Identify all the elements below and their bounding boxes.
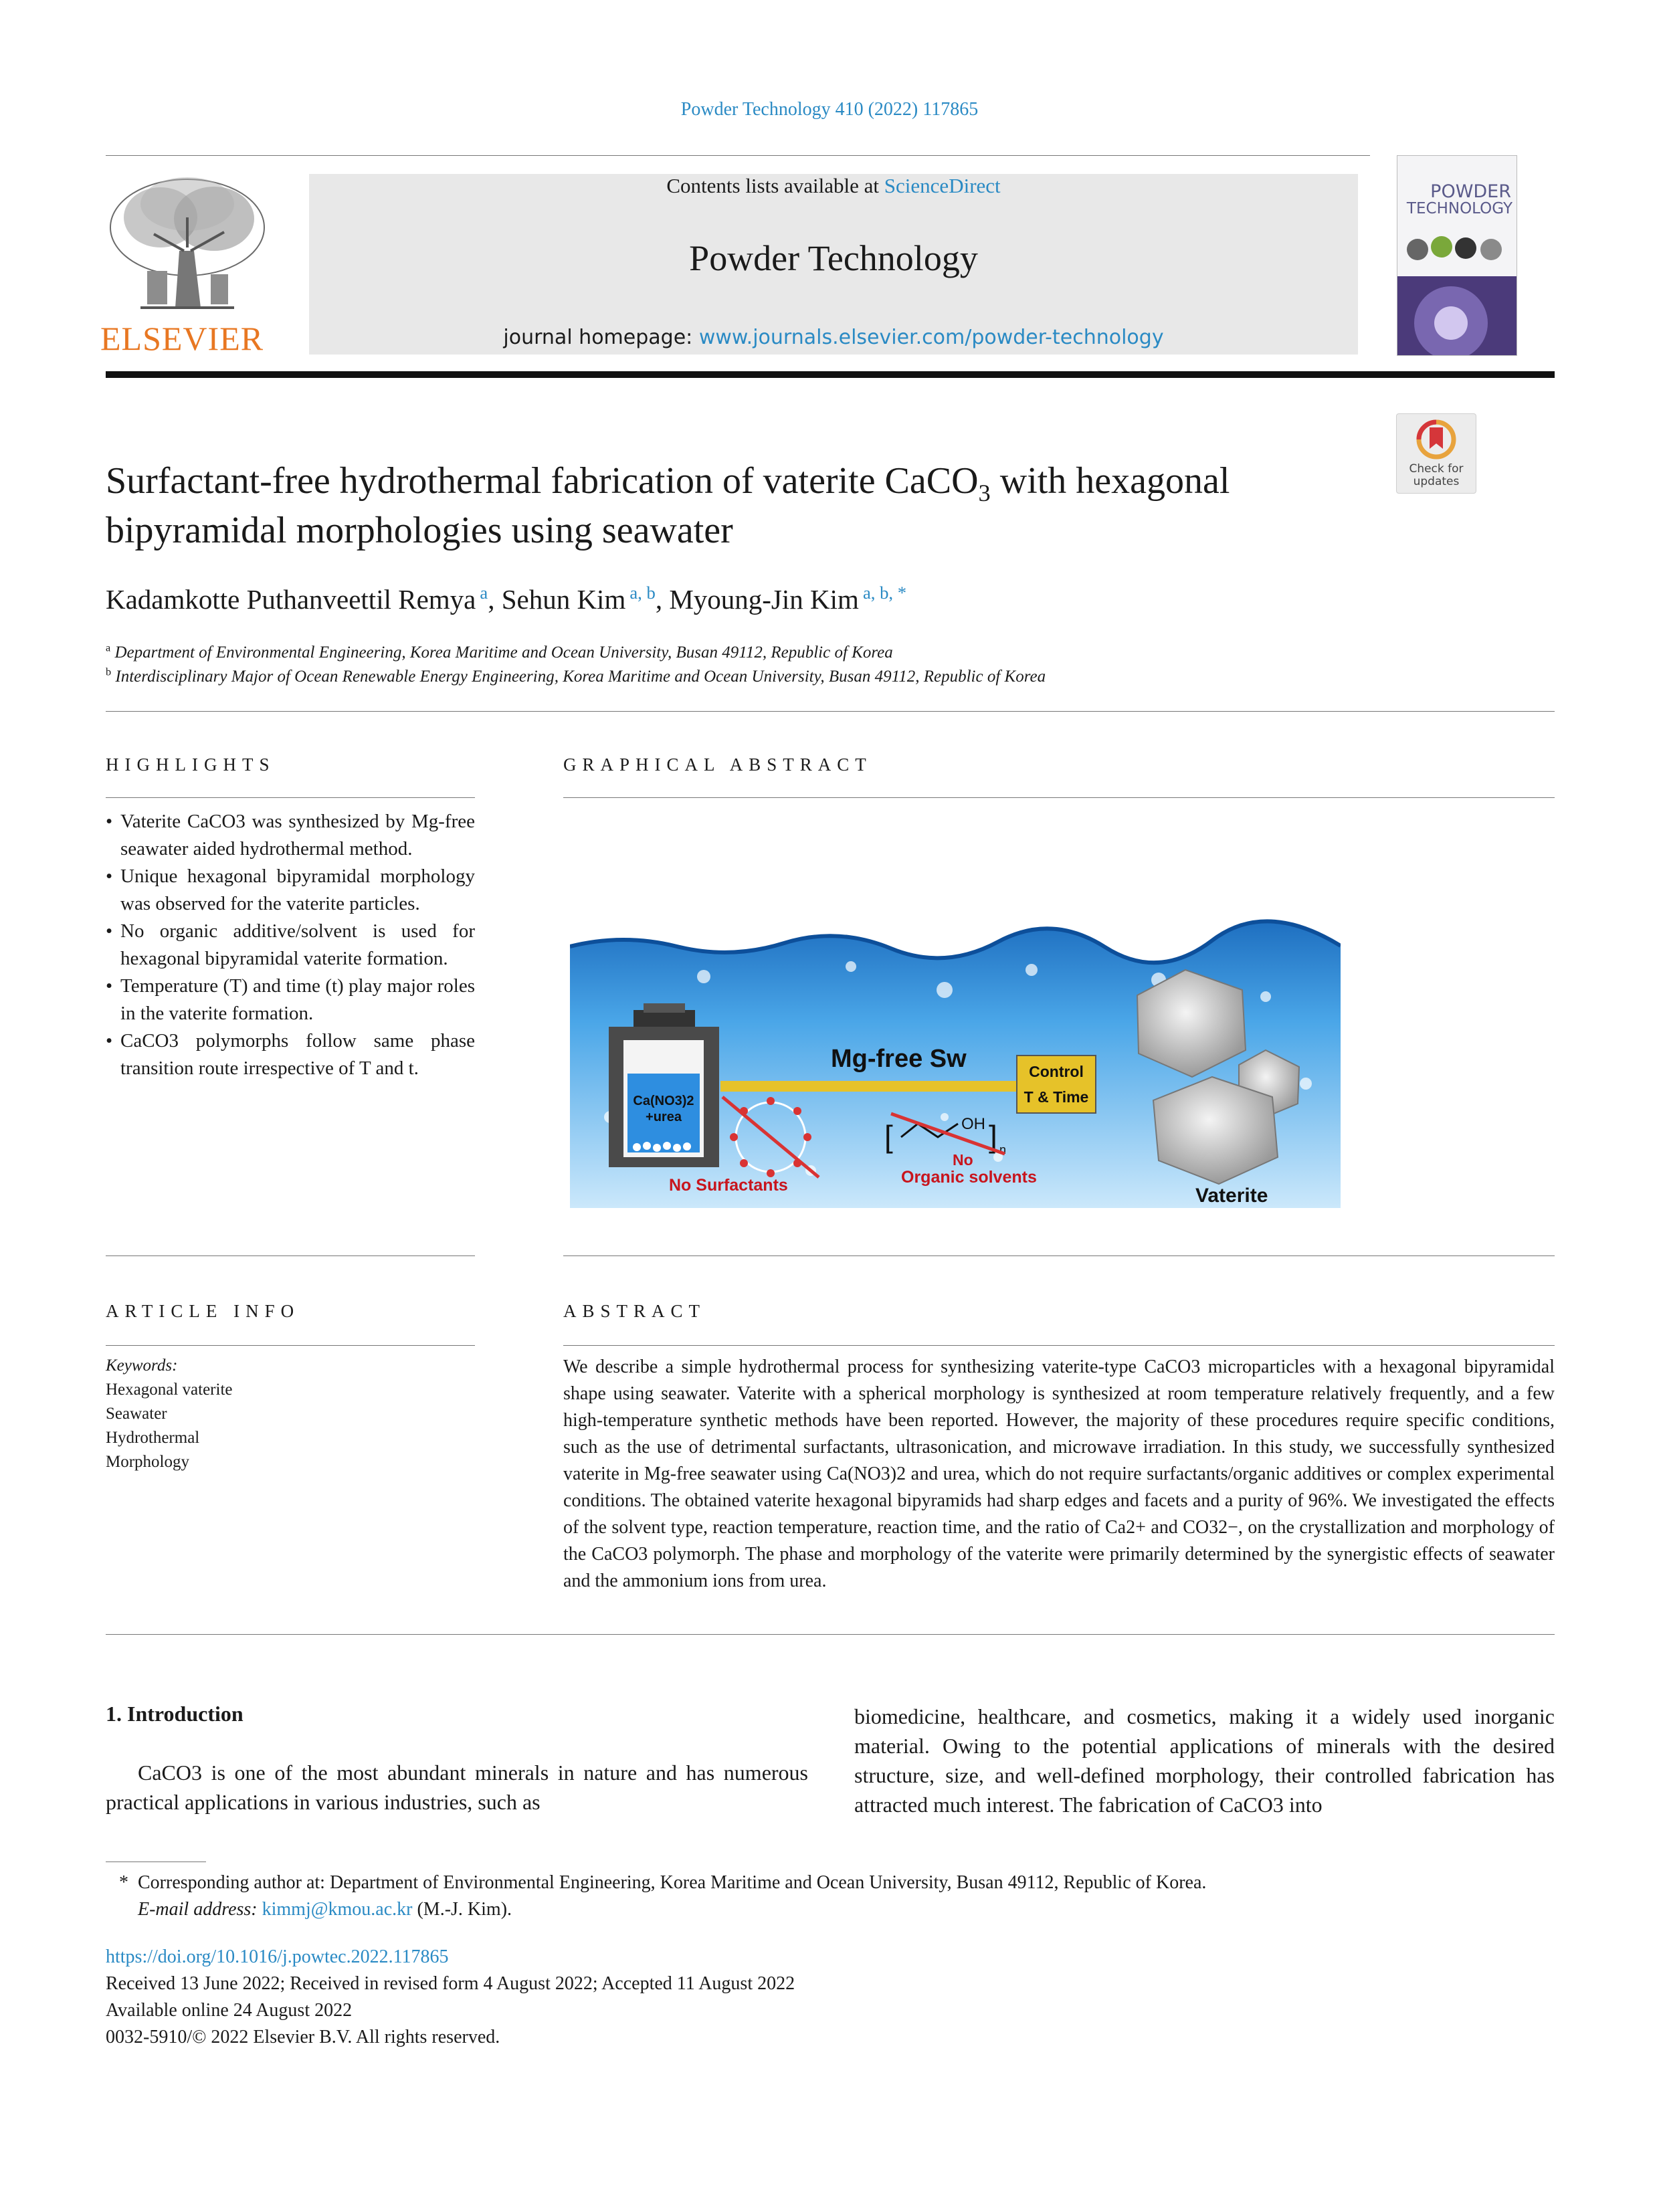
- sciencedirect-link[interactable]: ScienceDirect: [884, 174, 1001, 197]
- homepage-prefix: journal homepage:: [503, 326, 699, 349]
- title-line-2: bipyramidal morphologies using seawater: [106, 510, 733, 551]
- highlights-list: [106, 808, 475, 1082]
- graphical-abstract-heading: GRAPHICAL ABSTRACT: [563, 755, 872, 775]
- copyright-line: 0032-5910/© 2022 Elsevier B.V. All rights reserved.: [106, 2027, 500, 2047]
- graphical-abstract-image: [570, 916, 1341, 1208]
- article-info-rule: [106, 1345, 475, 1346]
- author-name: Sehun Kim: [501, 584, 626, 615]
- title-part-1: Surfactant-free hydrothermal fabrication of vaterite CaCO: [106, 460, 979, 502]
- title-subscript: 3: [978, 480, 991, 507]
- article-info-heading: ARTICLE INFO: [106, 1301, 300, 1321]
- keyword-item: Hydrothermal: [106, 1429, 200, 1447]
- keyword-item: Seawater: [106, 1405, 167, 1423]
- author-name: Kadamkotte Puthanveettil Remya: [106, 584, 476, 615]
- section-rule: [106, 711, 1555, 712]
- doi-link[interactable]: https://doi.org/10.1016/j.powtec.2022.117865: [106, 1946, 449, 1967]
- corresponding-text: Corresponding author at: Department of Environmental Engineering, Korea Maritime and Ocean University, Busan 49112, Republic of Korea.: [138, 1872, 1207, 1893]
- no-surfactants-label: No Surfactants: [669, 1176, 788, 1195]
- email-suffix: (M.-J. Kim).: [412, 1899, 512, 1920]
- vessel-label-2: +urea: [646, 1110, 682, 1124]
- introduction-heading: 1. Introduction: [106, 1702, 243, 1726]
- received-dates: Received 13 June 2022; Received in revised form 4 August 2022; Accepted 11 August 2022: [106, 1973, 795, 1994]
- graphical-abstract-rule: [563, 797, 1555, 798]
- keyword-item: Morphology: [106, 1453, 189, 1471]
- highlights-heading: HIGHLIGHTS: [106, 755, 276, 775]
- svg-text:]: ]: [989, 1119, 997, 1154]
- author-affiliation-mark[interactable]: a: [480, 583, 488, 603]
- author-affiliation-mark[interactable]: a, b, *: [862, 583, 907, 603]
- cover-title-2: TECHNOLOGY: [1406, 200, 1512, 217]
- mg-free-label: Mg-free Sw: [831, 1045, 967, 1073]
- contents-line: [309, 174, 1358, 198]
- elsevier-wordmark: ELSEVIER: [100, 320, 264, 357]
- article-title: [106, 456, 1363, 555]
- section-rule: [563, 1255, 1555, 1256]
- title-part-2: with hexagonal: [990, 460, 1230, 502]
- control-label-2: T & Time: [1023, 1088, 1089, 1106]
- affiliation-mark: a: [106, 641, 111, 654]
- vaterite-label: Vaterite: [1195, 1185, 1268, 1207]
- highlights-rule: [106, 797, 475, 798]
- asterisk-mark: *: [119, 1872, 128, 1893]
- keywords-label: Keywords:: [106, 1356, 178, 1375]
- email-link[interactable]: kimmj@kmou.ac.kr: [262, 1899, 413, 1920]
- corresponding-author-note: [119, 1870, 1206, 1896]
- keyword-item: Hexagonal vaterite: [106, 1381, 233, 1399]
- check-updates-label-2: updates: [1413, 475, 1460, 488]
- no-label: No: [953, 1151, 973, 1169]
- email-label: E-mail address:: [138, 1899, 258, 1920]
- svg-text:[: [: [884, 1119, 893, 1154]
- highlight-item: • CaCO3 polymorphs follow same phase transition route irrespective of T and t.: [106, 1027, 475, 1082]
- check-updates-icon: [1413, 418, 1460, 460]
- header-thick-rule: [106, 371, 1555, 378]
- available-online: Available online 24 August 2022: [106, 2000, 353, 2021]
- homepage-line: [309, 326, 1358, 349]
- abstract-text: We describe a simple hydrothermal process for synthesizing vaterite-type CaCO3 microparticles with a hexagonal bipyramidal shape using seawater. Vaterite with a spherical morphology is synthesized at room temperature relatively frequently, and a few high-temperature synthetic methods have been reported. However, the majority of these procedures require specific conditions, such as the use of detrimental surfactants, ultrasonication, and microwave irradiation. In this study, we successfully synthesized vaterite in Mg-free seawater using Ca(NO3)2 and urea, which do not require surfactants/organic additives or complex experimental conditions. The obtained vaterite hexagonal bipyramids had sharp edges and facets and a purity of 96%. We investigated the effects of the solvent type, reaction temperature, reaction time, and the ratio of Ca2+ and CO32−, on the crystallization and morphology of the CaCO3 polymorph. The phase and morphology of the vaterite were primarily determined by the synergistic effects of seawater and the ammonium ions from urea.: [563, 1356, 1555, 1591]
- journal-name: Powder Technology: [689, 238, 978, 278]
- n-label: n: [999, 1143, 1007, 1157]
- author-list: Kadamkotte Puthanveettil Remya $^a$, Sehun Kim $^{a, b}$, Myoung-Jin Kim $^{a, b, *}$: [106, 583, 907, 615]
- highlight-item: • Temperature (T) and time (t) play major roles in the vaterite formation.: [106, 973, 475, 1027]
- check-for-updates-button[interactable]: [1396, 413, 1476, 494]
- contents-prefix: Contents lists available at: [666, 174, 884, 197]
- section-rule: [106, 1634, 1555, 1635]
- journal-citation[interactable]: Powder Technology 410 (2022) 117865: [680, 99, 979, 120]
- organic-solvents-label: Organic solvents: [901, 1168, 1037, 1187]
- abstract-heading: ABSTRACT: [563, 1301, 706, 1321]
- header-top-rule: [106, 155, 1370, 156]
- section-rule: [106, 1255, 475, 1256]
- affiliation-text: Interdisciplinary Major of Ocean Renewable Energy Engineering, Korea Maritime and Ocean University, Busan 49112, Republic of Korea: [115, 668, 1046, 686]
- homepage-link[interactable]: www.journals.elsevier.com/powder-technology: [698, 326, 1164, 349]
- highlight-item: • No organic additive/solvent is used for hexagonal bipyramidal vaterite formation.: [106, 918, 475, 973]
- cover-art-icon: [1397, 229, 1517, 356]
- publication-info: [106, 1944, 795, 2051]
- author-name: Myoung-Jin Kim: [669, 584, 859, 615]
- introduction-right-paragraph: biomedicine, healthcare, and cosmetics, making it a widely used inorganic material. Owing to the potential applications of minerals with the desired structure, size, and well-defined morphology, their controlled fabrication has attracted much interest. The fabrication of CaCO3 into: [854, 1704, 1555, 1817]
- author-affiliation-mark[interactable]: a, b: [629, 583, 656, 603]
- affiliation-item: [106, 641, 1046, 665]
- keywords-block: [106, 1354, 233, 1474]
- graphical-abstract-figure: [570, 916, 1341, 1208]
- check-updates-label-1: Check for: [1409, 462, 1464, 476]
- vessel-label-1: Ca(NO3)2: [633, 1094, 694, 1108]
- affiliation-text: Department of Environmental Engineering, Korea Maritime and Ocean University, Busan 49112, Republic of Korea: [114, 643, 893, 662]
- highlight-item: • Unique hexagonal bipyramidal morphology was observed for the vaterite particles.: [106, 863, 475, 918]
- elsevier-tree-icon: [100, 171, 274, 321]
- introduction-left-paragraph: CaCO3 is one of the most abundant minerals in nature and has numerous practical applications in various industries, such as: [106, 1761, 808, 1814]
- affiliation-item: [106, 665, 1046, 689]
- affiliation-list: [106, 641, 1046, 689]
- journal-cover: [1397, 155, 1517, 356]
- elsevier-logo: [100, 171, 274, 358]
- email-line: [138, 1896, 512, 1923]
- journal-header-box: [309, 174, 1358, 355]
- highlight-item: • Vaterite CaCO3 was synthesized by Mg-free seawater aided hydrothermal method.: [106, 808, 475, 863]
- cover-title-1: POWDER: [1430, 181, 1511, 202]
- abstract-rule: [563, 1345, 1555, 1346]
- oh-label: OH: [961, 1115, 985, 1133]
- affiliation-mark: b: [106, 666, 112, 678]
- control-label-1: Control: [1029, 1063, 1084, 1080]
